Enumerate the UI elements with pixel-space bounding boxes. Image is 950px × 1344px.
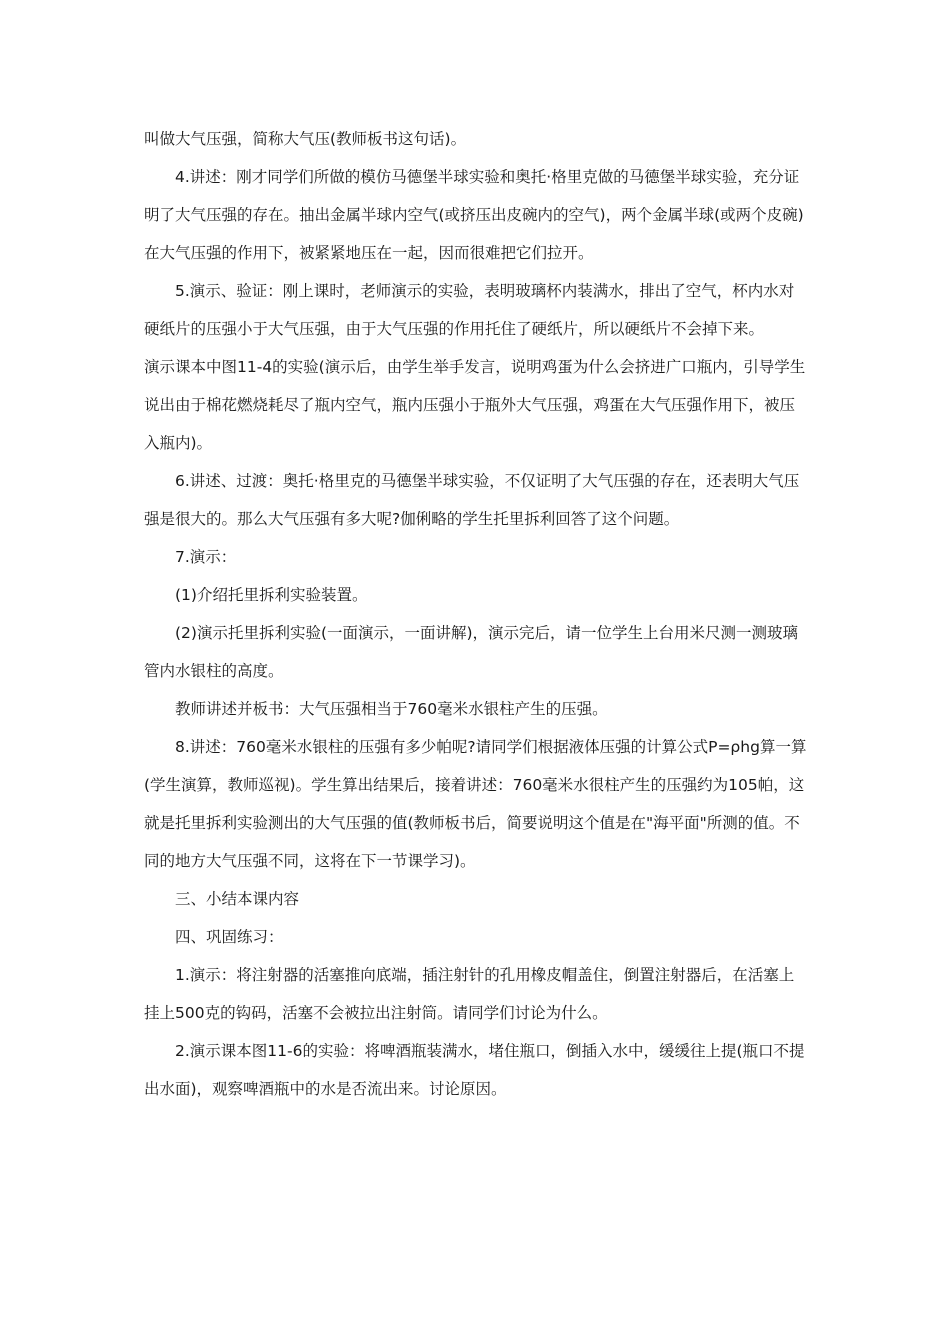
paragraph-step-5: 5.演示、验证：刚上课时，老师演示的实验，表明玻璃杯内装满水，排出了空气，杯内水对硬纸片的压强小于大气压强，由于大气压强的作用托住了硬纸片，所以硬纸片不会掉下来。 — [144, 282, 795, 338]
section-heading-summary: 三、小结本课内容 — [175, 890, 300, 908]
paragraph-board-note: 教师讲述并板书：大气压强相当于760毫米水银柱产生的压强。 — [175, 700, 608, 718]
paragraph-step-8: 8.讲述：760毫米水银柱的压强有多少帕呢?请同学们根据液体压强的计算公式P=ρhg算一算(学生演算，教师巡视)。学生算出结果后，接着讲述：760毫米水很柱产生的压强约为105帕，这就是托里拆利实验测出的大气压强的值(教师板书后，简要说明这个值是在"海平面"所测的值。不同的地方大气压强不同，这将在下一节课学习)。 — [144, 738, 807, 870]
document-body — [144, 120, 808, 1108]
paragraph-step-7: 7.演示： — [175, 548, 237, 566]
section-heading-practice: 四、巩固练习： — [175, 928, 284, 946]
paragraph-step-4: 4.讲述：刚才同学们所做的模仿马德堡半球实验和奥托·格里克做的马德堡半球实验，充分证明了大气压强的存在。抽出金属半球内空气(或挤压出皮碗内的空气)，两个金属半球(或两个皮碗)在大气压强的作用下，被紧紧地压在一起，因而很难把它们拉开。 — [144, 168, 804, 262]
paragraph-step-7-item-2: (2)演示托里拆利实验(一面演示，一面讲解)，演示完后，请一位学生上台用米尺测一测玻璃管内水银柱的高度。 — [144, 624, 799, 680]
paragraph-figure-11-4: 演示课本中图11-4的实验(演示后，由学生举手发言，说明鸡蛋为什么会挤进广口瓶内，引导学生说出由于棉花燃烧耗尽了瓶内空气，瓶内压强小于瓶外大气压强，鸡蛋在大气压强作用下，被压入瓶内)。 — [144, 358, 806, 452]
paragraph-intro-continuation: 叫做大气压强，简称大气压(教师板书这句话)。 — [144, 130, 467, 148]
paragraph-practice-2: 2.演示课本图11-6的实验：将啤酒瓶装满水，堵住瓶口，倒插入水中，缓缓往上提(瓶口不提出水面)，观察啤酒瓶中的水是否流出来。讨论原因。 — [144, 1042, 805, 1098]
paragraph-practice-1: 1.演示：将注射器的活塞推向底端，插注射针的孔用橡皮帽盖住，倒置注射器后，在活塞上挂上500克的钩码，活塞不会被拉出注射筒。请同学们讨论为什么。 — [144, 966, 795, 1022]
paragraph-step-7-item-1: (1)介绍托里拆利实验装置。 — [175, 586, 368, 604]
paragraph-step-6: 6.讲述、过渡：奥托·格里克的马德堡半球实验，不仅证明了大气压强的存在，还表明大气压强是很大的。那么大气压强有多大呢?伽俐略的学生托里拆利回答了这个问题。 — [144, 472, 800, 528]
